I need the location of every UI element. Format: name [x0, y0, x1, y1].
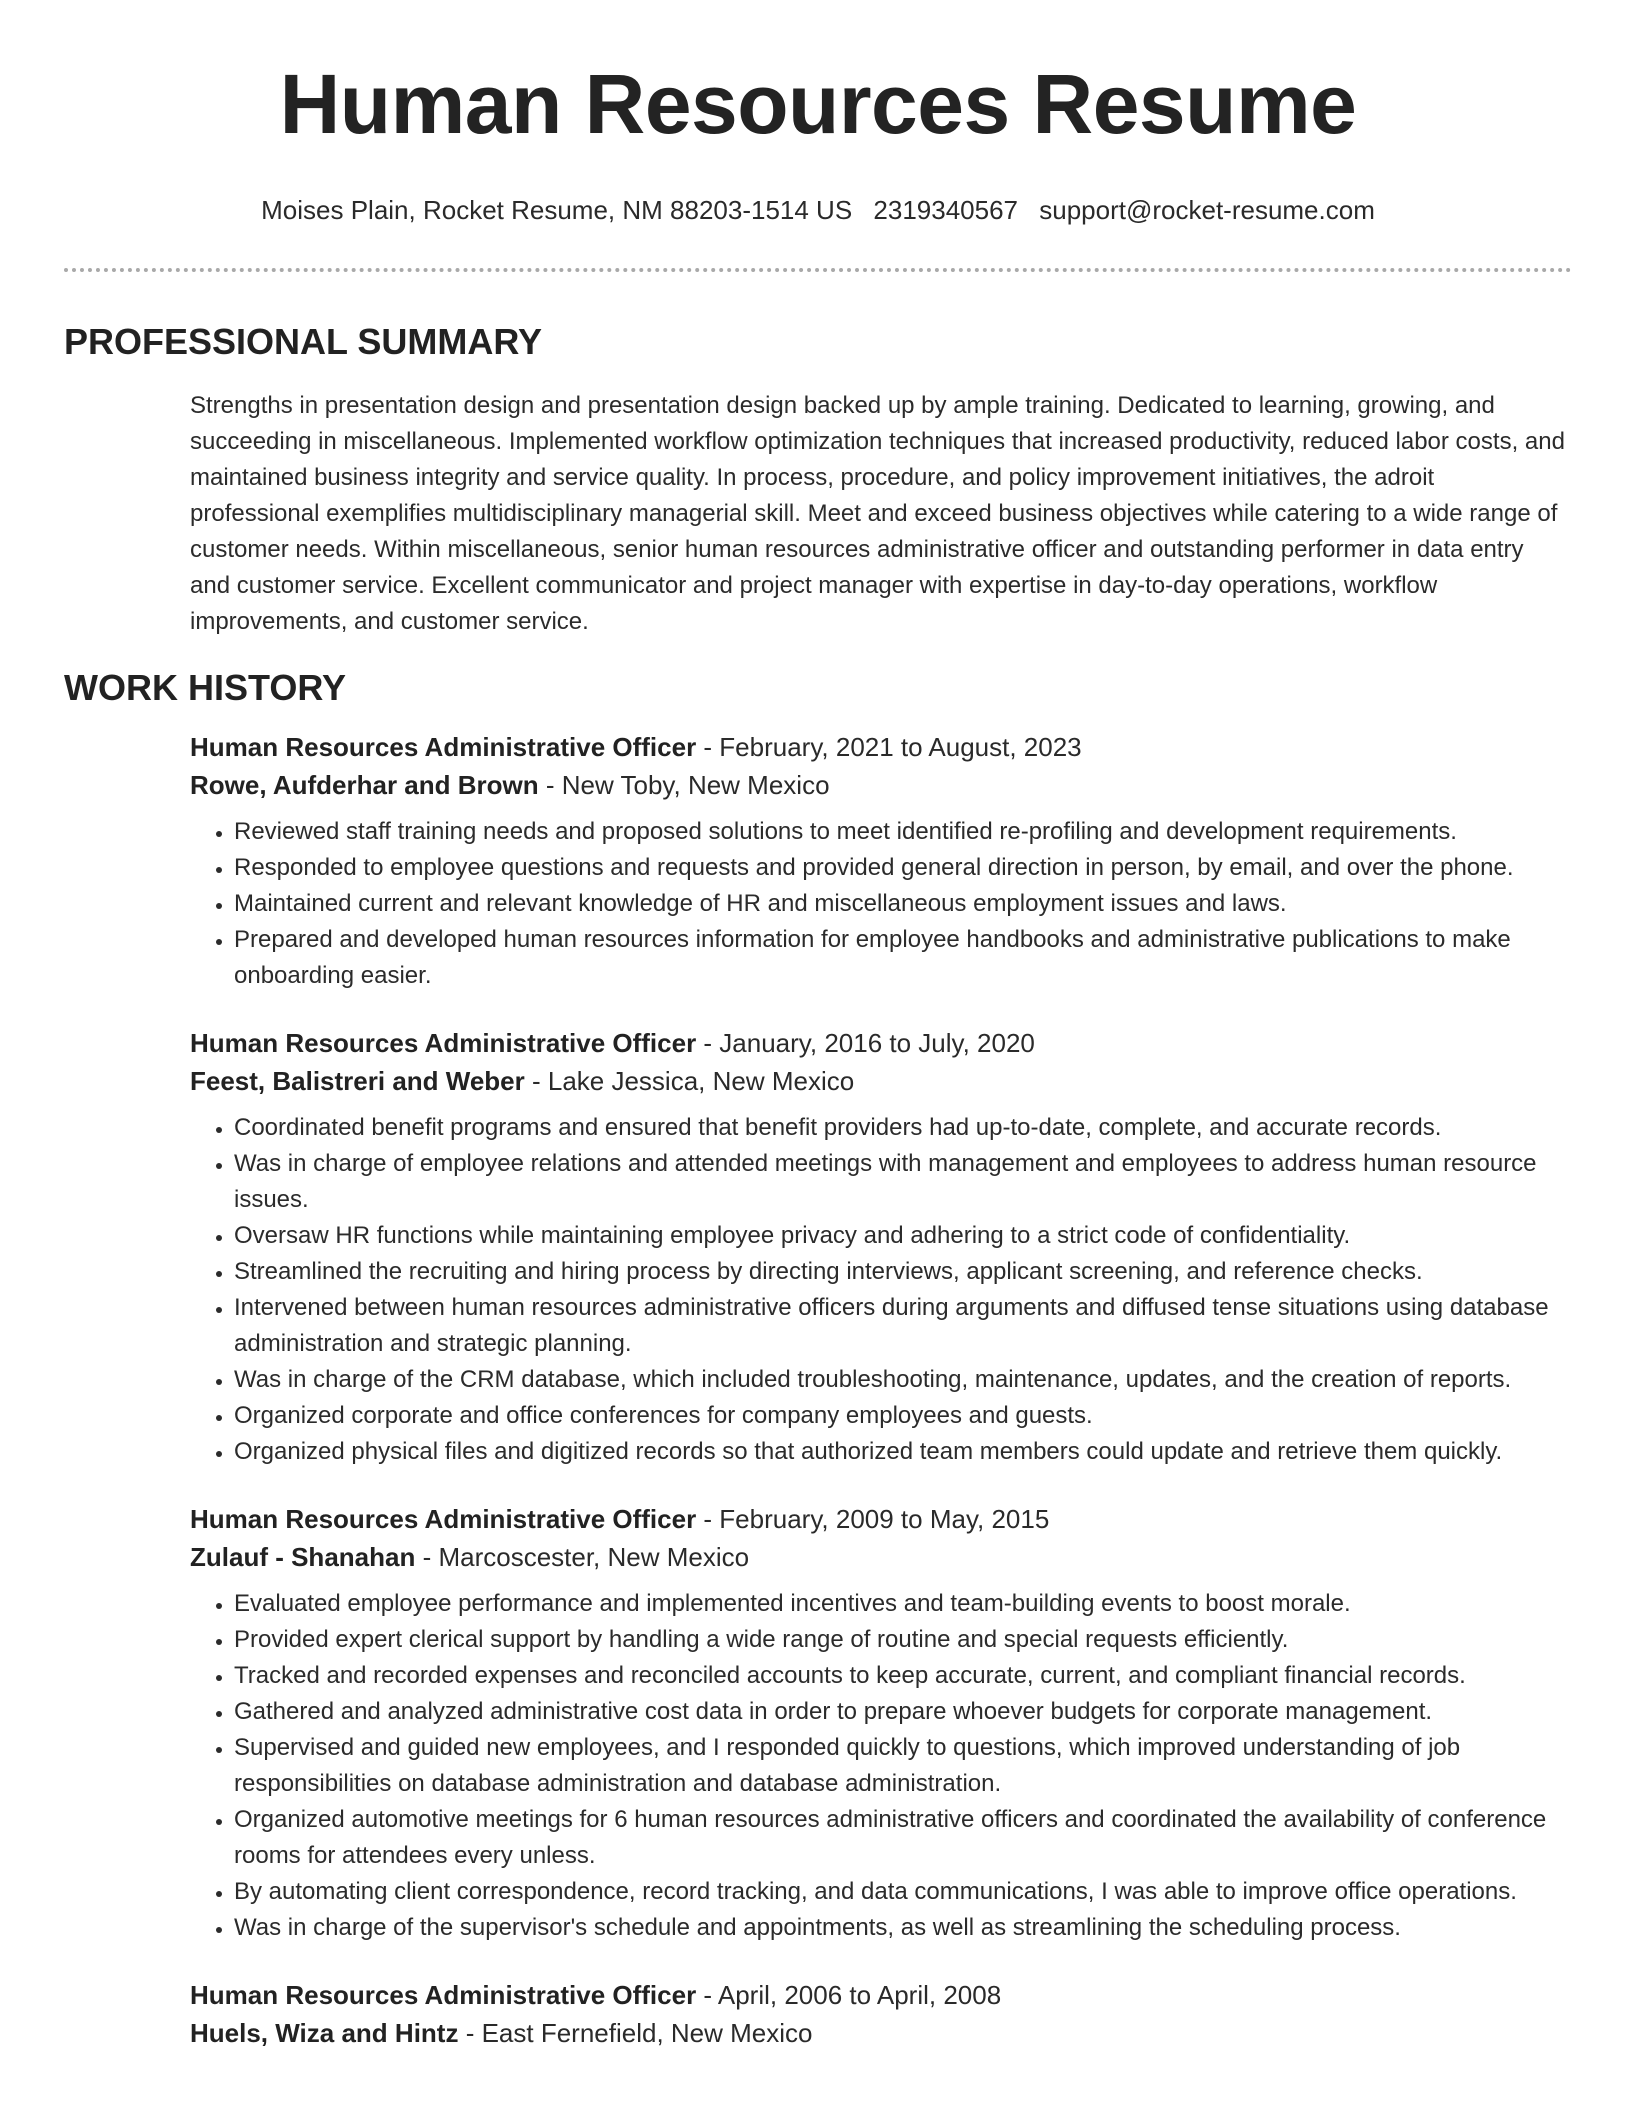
- header-divider: [64, 268, 1572, 272]
- job-company: Huels, Wiza and Hintz: [190, 2018, 459, 2048]
- job-bullets: [190, 1110, 1572, 1470]
- job-entry: [190, 1500, 1572, 1946]
- contact-address: Moises Plain, Rocket Resume, NM 88203-1514 US: [261, 195, 853, 225]
- job-bullet: • Maintained current and relevant knowledge of HR and miscellaneous employment issues and laws.: [234, 886, 1572, 922]
- professional-summary-heading: PROFESSIONAL SUMMARY: [64, 321, 543, 362]
- job-title-line: [190, 1500, 1572, 1538]
- job-dates: April, 2006 to April, 2008: [717, 1980, 1002, 2010]
- job-bullet: • By automating client correspondence, record tracking, and data communications, I was able to improve office operations.: [234, 1874, 1572, 1910]
- job-title: Human Resources Administrative Officer: [190, 1504, 697, 1534]
- job-company-line: [190, 1538, 1572, 1576]
- job-dates: January, 2016 to July, 2020: [719, 1028, 1035, 1058]
- job-title: Human Resources Administrative Officer: [190, 1028, 697, 1058]
- job-company-line: [190, 766, 1572, 804]
- job-location: Marcoscester, New Mexico: [438, 1542, 750, 1572]
- job-bullet: • Organized corporate and office conferences for company employees and guests.: [234, 1398, 1572, 1434]
- separator: -: [696, 732, 720, 762]
- resume-page: [64, 50, 1572, 2052]
- job-company: Rowe, Aufderhar and Brown: [190, 770, 539, 800]
- job-bullet: • Tracked and recorded expenses and reconciled accounts to keep accurate, current, and compliant financial records.: [234, 1658, 1572, 1694]
- job-bullet: • Was in charge of the supervisor's schedule and appointments, as well as streamlining the scheduling process.: [234, 1910, 1572, 1946]
- separator: -: [696, 1028, 720, 1058]
- job-entry: [190, 728, 1572, 994]
- job-bullet: • Provided expert clerical support by handling a wide range of routine and special requests efficiently.: [234, 1622, 1572, 1658]
- job-bullet: • Organized physical files and digitized records so that authorized team members could update and retrieve them quickly.: [234, 1434, 1572, 1470]
- job-bullet: • Streamlined the recruiting and hiring process by directing interviews, applicant screening, and reference checks.: [234, 1254, 1572, 1290]
- contact-phone: 2319340567: [873, 195, 1019, 225]
- work-history-heading: WORK HISTORY: [64, 667, 347, 708]
- job-bullet: • Was in charge of the CRM database, which included troubleshooting, maintenance, updates, and the creation of reports.: [234, 1362, 1572, 1398]
- job-bullet: • Evaluated employee performance and implemented incentives and team-building events to boost morale.: [234, 1586, 1572, 1622]
- job-title: Human Resources Administrative Officer: [190, 1980, 697, 2010]
- job-title-line: [190, 1024, 1572, 1062]
- job-bullet: • Was in charge of employee relations and attended meetings with management and employees to address human resource issues.: [234, 1146, 1572, 1218]
- separator: -: [538, 770, 562, 800]
- job-location: New Toby, New Mexico: [561, 770, 830, 800]
- job-title: Human Resources Administrative Officer: [190, 732, 697, 762]
- job-bullet: • Coordinated benefit programs and ensured that benefit providers had up-to-date, complete, and accurate records.: [234, 1110, 1572, 1146]
- job-entry: [190, 1976, 1572, 2052]
- job-title-line: [190, 728, 1572, 766]
- job-company: Zulauf - Shanahan: [190, 1542, 416, 1572]
- separator: -: [415, 1542, 439, 1572]
- job-dates: February, 2021 to August, 2023: [719, 732, 1082, 762]
- separator: -: [696, 1504, 720, 1534]
- separator: -: [458, 2018, 482, 2048]
- job-bullet: • Reviewed staff training needs and proposed solutions to meet identified re-profiling and development requirements.: [234, 814, 1572, 850]
- contact-email: support@rocket-resume.com: [1039, 195, 1375, 225]
- job-title-line: [190, 1976, 1572, 2014]
- contact-info: [64, 194, 1572, 226]
- separator: -: [524, 1066, 548, 1096]
- job-bullet: • Supervised and guided new employees, and I responded quickly to questions, which improved understanding of job responsibilities on database administration and database administration.: [234, 1730, 1572, 1802]
- job-location: East Fernefield, New Mexico: [481, 2018, 813, 2048]
- separator: -: [696, 1980, 718, 2010]
- job-bullet: • Gathered and analyzed administrative cost data in order to prepare whoever budgets for corporate management.: [234, 1694, 1572, 1730]
- job-company-line: [190, 2014, 1572, 2052]
- job-bullets: [190, 1586, 1572, 1946]
- job-bullets: [190, 814, 1572, 994]
- job-entry: [190, 1024, 1572, 1470]
- professional-summary-text: Strengths in presentation design and presentation design backed up by ample training. Dedicated to learning, growing, and succeeding in miscellaneous. Implemented workflow optimization techniques that increased productivity, reduced labor costs, and maintained business integrity and service quality. In process, procedure, and policy improvement initiatives, the adroit professional exemplifies multidisciplinary managerial skill. Meet and exceed business objectives while catering to a wide range of customer needs. Within miscellaneous, senior human resources administrative officer and outstanding performer in data entry and customer service. Excellent communicator and project manager with expertise in day-to-day operations, workflow improvements, and customer service.: [190, 392, 1565, 635]
- job-bullet: • Prepared and developed human resources information for employee handbooks and administrative publications to make onboarding easier.: [234, 922, 1572, 994]
- job-bullet: • Oversaw HR functions while maintaining employee privacy and adhering to a strict code of confidentiality.: [234, 1218, 1572, 1254]
- job-bullet: • Organized automotive meetings for 6 human resources administrative officers and coordinated the availability of conference rooms for attendees every unless.: [234, 1802, 1572, 1874]
- job-bullet: • Responded to employee questions and requests and provided general direction in person, by email, and over the phone.: [234, 850, 1572, 886]
- job-company-line: [190, 1062, 1572, 1100]
- job-location: Lake Jessica, New Mexico: [547, 1066, 855, 1096]
- job-dates: February, 2009 to May, 2015: [719, 1504, 1050, 1534]
- resume-title: Human Resources Resume: [279, 57, 1357, 151]
- job-bullet: • Intervened between human resources administrative officers during arguments and diffused tense situations using database administration and strategic planning.: [234, 1290, 1572, 1362]
- job-company: Feest, Balistreri and Weber: [190, 1066, 525, 1096]
